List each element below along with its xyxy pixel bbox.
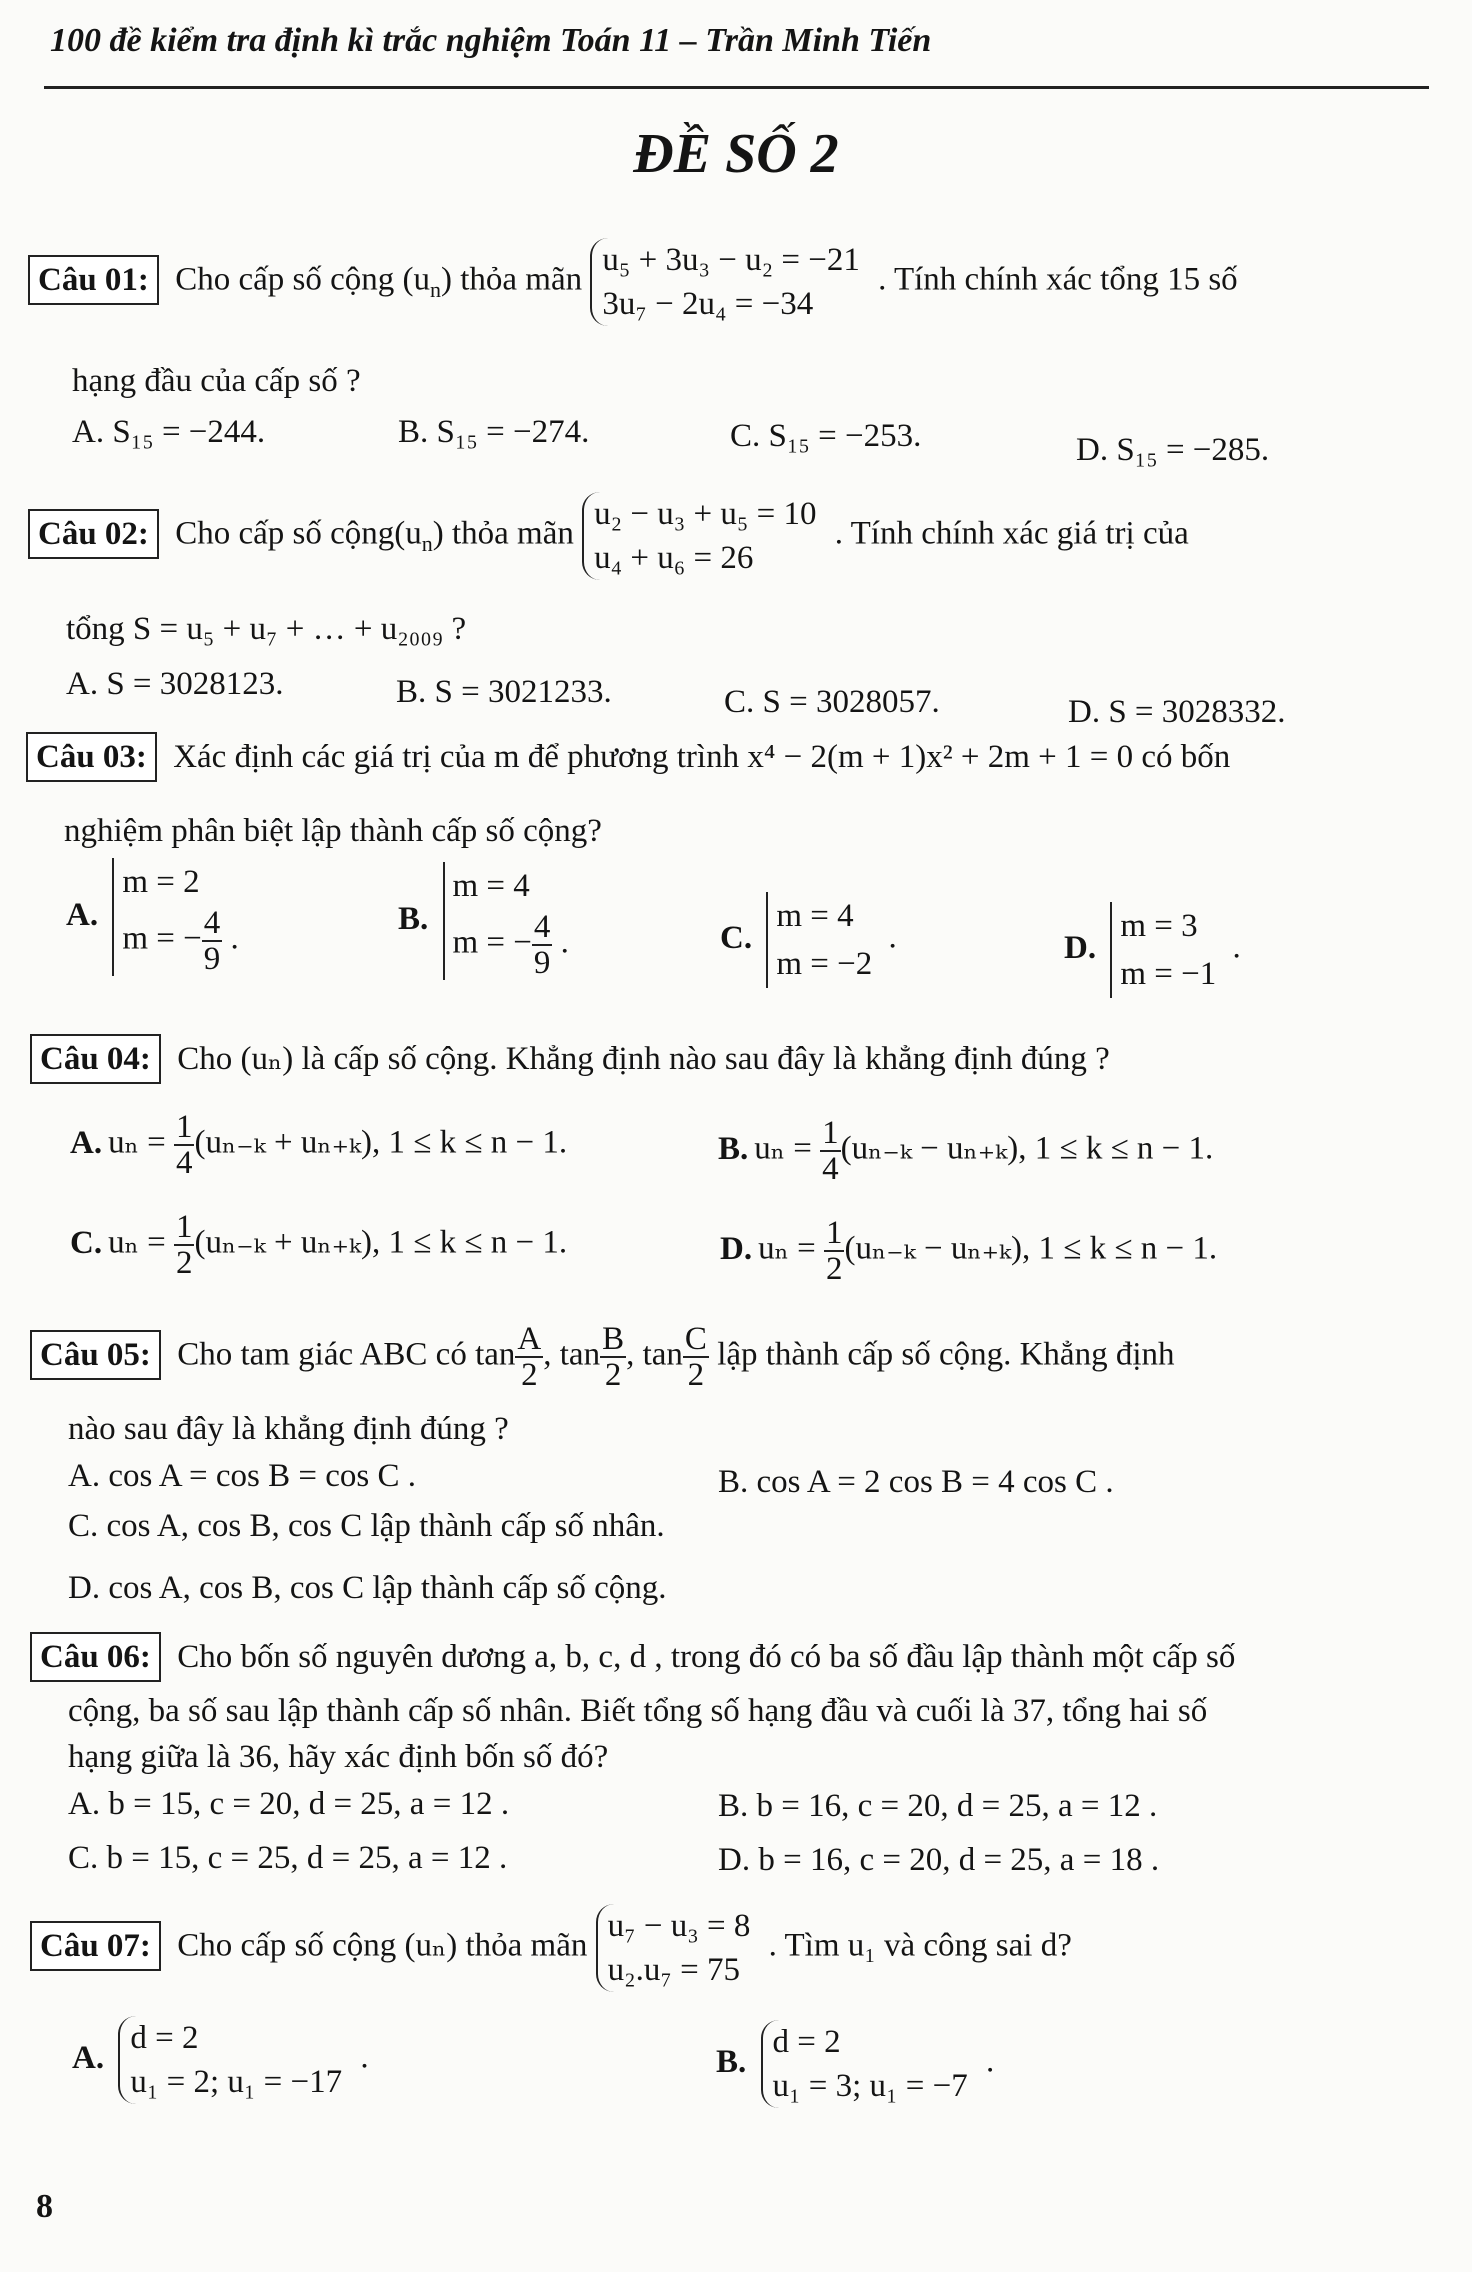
question-text: . Tính chính xác giá trị của	[834, 515, 1189, 552]
option-c: C. S = 3028057.	[724, 684, 940, 720]
option-a: A. uₙ = $\frac{1}{4}$ (uₙ₋ₖ + uₙ₊ₖ), 1 ≤ k ≤ n − 1.	[70, 1109, 568, 1181]
option-a: A. m = 2 m = − $\frac{4}{9}$ .	[66, 858, 247, 976]
fraction: $\frac{1}{4}$	[822, 1115, 839, 1187]
question-text: Cho cấp số cộng(u	[175, 515, 422, 552]
option-c: C. S₁₅ = −253.	[730, 418, 922, 454]
question-text: lập thành cấp số cộng. Khẳng định	[717, 1336, 1175, 1373]
question-text-line2: nào sau đây là khẳng định đúng ?	[68, 1411, 509, 1447]
fraction: $\frac{4}{9}$	[203, 905, 221, 977]
question-label: Câu 05:	[30, 1330, 161, 1380]
question-text: Cho (uₙ) là cấp số cộng. Khẳng định nào sau đây là khẳng định đúng ?	[177, 1041, 1110, 1077]
question-text: Cho bốn số nguyên dương a, b, c, d , trong đó có ba số đầu lập thành một cấp số	[177, 1639, 1236, 1675]
equation-system: u₂ − u₃ + u₅ = 10 u₄ + u₆ = 26	[582, 492, 826, 580]
fraction: $\frac{1}{4}$	[175, 1109, 193, 1181]
option-c: C. b = 15, c = 25, d = 25, a = 12 .	[68, 1840, 508, 1876]
fraction: $\frac{B}{2}$	[602, 1321, 625, 1393]
option-c: C. uₙ = $\frac{1}{2}$ (uₙ₋ₖ + uₙ₊ₖ), 1 ≤ k ≤ n − 1.	[70, 1209, 568, 1281]
question-text-line3: hạng giữa là 36, hãy xác định bốn số đó?	[68, 1739, 609, 1775]
option-a: A. cos A = cos B = cos C .	[68, 1458, 416, 1494]
option-d: D. cos A, cos B, cos C lập thành cấp số cộng.	[68, 1570, 667, 1606]
question-7	[30, 1904, 1072, 1992]
question-text: Cho cấp số cộng (u	[175, 261, 430, 298]
fraction: $\frac{A}{2}$	[517, 1321, 542, 1393]
question-6	[30, 1632, 1235, 1682]
question-4	[30, 1034, 1110, 1084]
question-text-line2: nghiệm phân biệt lập thành cấp số cộng?	[64, 813, 602, 849]
question-label: Câu 01:	[28, 255, 159, 305]
option-b: B. m = 4 m = − $\frac{4}{9}$ .	[398, 862, 577, 980]
option-d: D. uₙ = $\frac{1}{2}$ (uₙ₋ₖ − uₙ₊ₖ), 1 ≤ k ≤ n − 1.	[720, 1215, 1218, 1287]
fraction: $\frac{1}{2}$	[175, 1209, 193, 1281]
option-d: D. S = 3028332.	[1068, 694, 1286, 730]
equation-system: u₅ + 3u₃ − u₂ = −21 3u₇ − 2u₄ = −34	[590, 238, 869, 326]
equation-system: u₇ − u₃ = 8 u₂.u₇ = 75	[596, 1904, 761, 1992]
question-label: Câu 06:	[30, 1632, 161, 1682]
question-text: Cho tam giác ABC có	[177, 1336, 467, 1373]
question-1: Câu 01: Cho cấp số cộng $(u_n)$ thỏa mãn u₅ + 3u₃ − u₂ = −21 3u₇ − 2u₄ = −34 . Tính chính xác tổng 15 số	[28, 238, 1238, 326]
option-d: D. m = 3 m = −1 .	[1064, 902, 1241, 998]
question-text: Xác định các giá trị của m để phương trình x⁴ − 2(m + 1)x² + 2m + 1 = 0 có bốn	[173, 739, 1231, 775]
header-rule	[44, 86, 1429, 89]
option-d: D. S₁₅ = −285.	[1076, 432, 1270, 468]
question-text-line2: hạng đầu của cấp số ?	[72, 363, 361, 399]
exam-title: ĐỀ SỐ 2	[633, 123, 839, 185]
option-b: B. d = 2 u₁ = 3; u₁ = −7 .	[716, 2020, 994, 2108]
option-d: D. b = 16, c = 20, d = 25, a = 18 .	[718, 1842, 1160, 1878]
page-header: 100 đề kiểm tra định kì trắc nghiệm Toán 11 – Trần Minh Tiến	[50, 22, 932, 59]
option-b: B. S₁₅ = −274.	[398, 414, 590, 450]
question-text: . Tính chính xác tổng 15 số	[878, 261, 1238, 298]
option-a: A. S = 3028123.	[66, 666, 284, 702]
option-a: A. S₁₅ = −244.	[72, 414, 266, 450]
page-number: 8	[36, 2188, 53, 2225]
question-label: Câu 02:	[28, 509, 159, 559]
option-a: A. d = 2 u₁ = 2; u₁ = −17 .	[72, 2016, 369, 2104]
option-a: A. b = 15, c = 20, d = 25, a = 12 .	[68, 1786, 510, 1822]
option-c: C. cos A, cos B, cos C lập thành cấp số nhân.	[68, 1508, 665, 1544]
option-b: B. cos A = 2 cos B = 4 cos C .	[718, 1464, 1114, 1500]
option-b: B. b = 16, c = 20, d = 25, a = 12 .	[718, 1788, 1158, 1824]
question-5: Câu 05: Cho tam giác ABC có tan $\frac{A}{2}$ , tan $\frac{B}{2}$ , tan $\frac{C}{2}$ lập thành cấp số cộng. Khẳng định	[30, 1322, 1175, 1392]
question-text: Cho cấp số cộng (uₙ) thỏa mãn	[177, 1927, 588, 1964]
fraction: $\frac{C}{2}$	[684, 1321, 707, 1393]
question-text-line2: tổng S = u₅ + u₇ + … + u₂₀₀₉ ?	[66, 611, 467, 647]
question-label: Câu 07:	[30, 1921, 161, 1971]
fraction: $\frac{1}{2}$	[825, 1215, 843, 1287]
option-b: B. uₙ = $\frac{1}{4}$ (uₙ₋ₖ − uₙ₊ₖ), 1 ≤ k ≤ n − 1.	[718, 1115, 1214, 1187]
question-2: Câu 02: Cho cấp số $cộng(u_n)$ thỏa mãn u₂ − u₃ + u₅ = 10 u₄ + u₆ = 26 . Tính chính xác giá trị của	[28, 492, 1189, 580]
question-text: . Tìm u₁ và công sai d?	[768, 1927, 1072, 1964]
question-text-line2: cộng, ba số sau lập thành cấp số nhân. Biết tổng số hạng đầu và cuối là 37, tổng hai số	[68, 1693, 1208, 1729]
question-3	[26, 732, 1230, 782]
question-label: Câu 04:	[30, 1034, 161, 1084]
fraction: $\frac{4}{9}$	[533, 909, 551, 981]
option-b: B. S = 3021233.	[396, 674, 612, 710]
question-label: Câu 03:	[26, 732, 157, 782]
option-c: C. m = 4 m = −2 .	[720, 892, 897, 988]
